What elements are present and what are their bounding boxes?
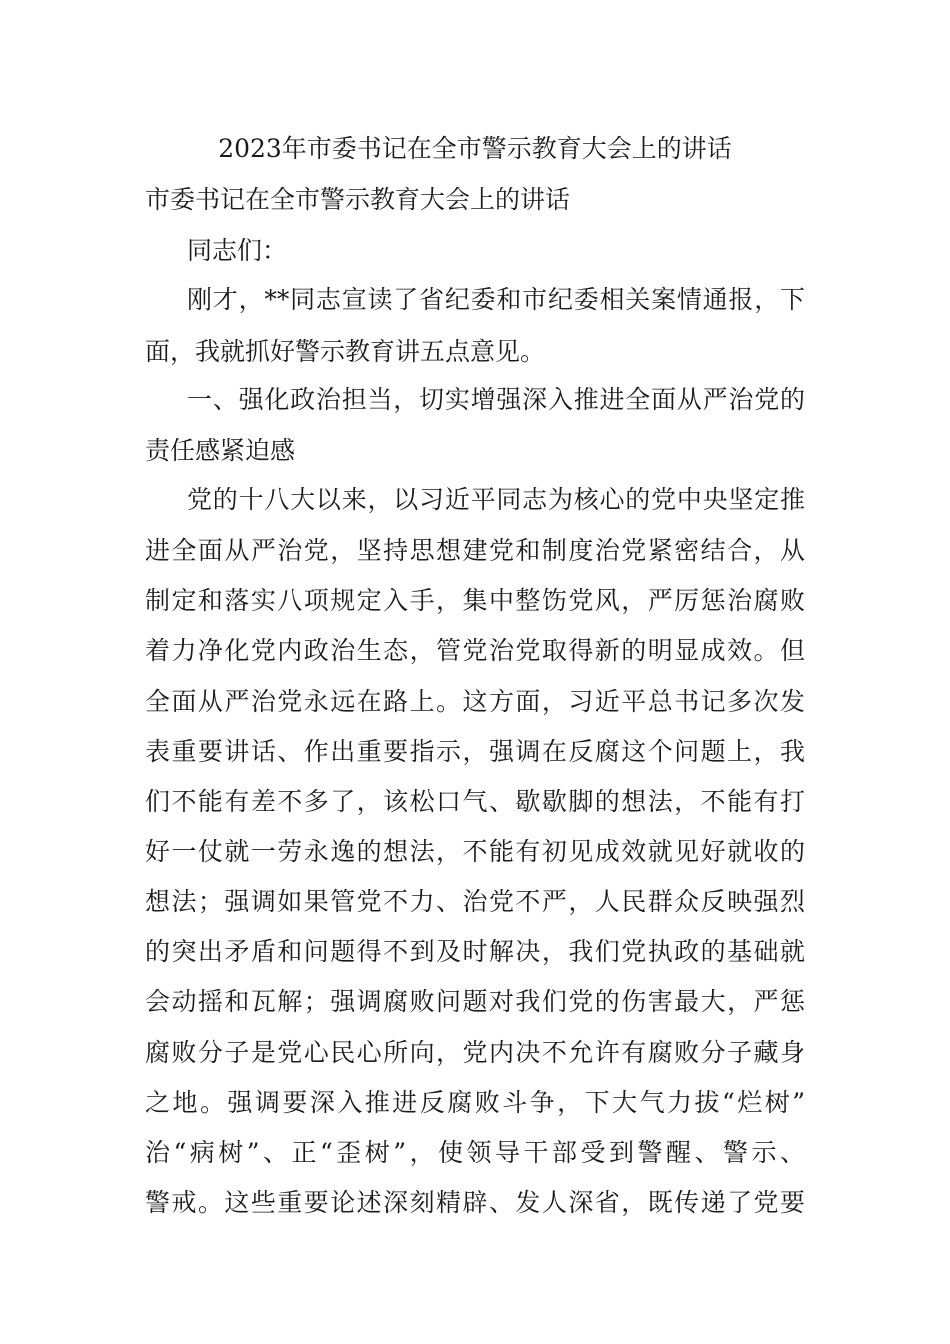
paragraph-line: 表重要讲话、作出重要指示，强调在反腐这个问题上，我: [145, 737, 805, 766]
section-heading-line: 一、强化政治担当，切实增强深入推进全面从严治党的: [187, 385, 805, 414]
paragraph-line: 的突出矛盾和问题得不到及时解决，我们党执政的基础就: [145, 937, 805, 966]
paragraph-line: 好一仗就一劳永逸的想法，不能有初见成效就见好就收的: [145, 837, 805, 866]
paragraph-line: 全面从严治党永远在路上。这方面，习近平总书记多次发: [145, 687, 805, 716]
paragraph-line: 之地。强调要深入推进反腐败斗争，下大气力拔“烂树”: [145, 1088, 805, 1117]
paragraph-line: 着力净化党内政治生态，管党治党取得新的明显成效。但: [145, 636, 805, 665]
paragraph-line: 面，我就抓好警示教育讲五点意见。: [145, 337, 546, 366]
paragraph-line: 们不能有差不多了，该松口气、歇歇脚的想法，不能有打: [145, 787, 805, 816]
section-heading-line: 责任感紧迫感: [145, 436, 296, 465]
paragraph-line: 腐败分子是党心民心所向，党内决不允许有腐败分子藏身: [145, 1038, 805, 1067]
salutation: 同志们：: [187, 236, 288, 265]
paragraph-line: 制定和落实八项规定入手，集中整饬党风，严厉惩治腐败: [145, 586, 805, 615]
paragraph-line: 党的十八大以来，以习近平同志为核心的党中央坚定推: [187, 485, 805, 514]
document-subtitle: 市委书记在全市警示教育大会上的讲话: [145, 185, 571, 214]
paragraph-line: 进全面从严治党，坚持思想建党和制度治党紧密结合，从: [145, 536, 805, 565]
paragraph-line: 刚才，**同志宣读了省纪委和市纪委相关案情通报，下: [187, 285, 805, 314]
paragraph-line: 会动摇和瓦解；强调腐败问题对我们党的伤害最大，严惩: [145, 987, 805, 1016]
paragraph-line: 治“病树”、正“歪树”，使领导干部受到警醒、警示、: [145, 1138, 805, 1167]
paragraph-line: 警戒。这些重要论述深刻精辟、发人深省，既传递了党要: [145, 1188, 805, 1217]
document-title: 2023年市委书记在全市警示教育大会上的讲话: [218, 134, 732, 163]
paragraph-line: 想法；强调如果管党不力、治党不严，人民群众反映强烈: [145, 887, 805, 916]
